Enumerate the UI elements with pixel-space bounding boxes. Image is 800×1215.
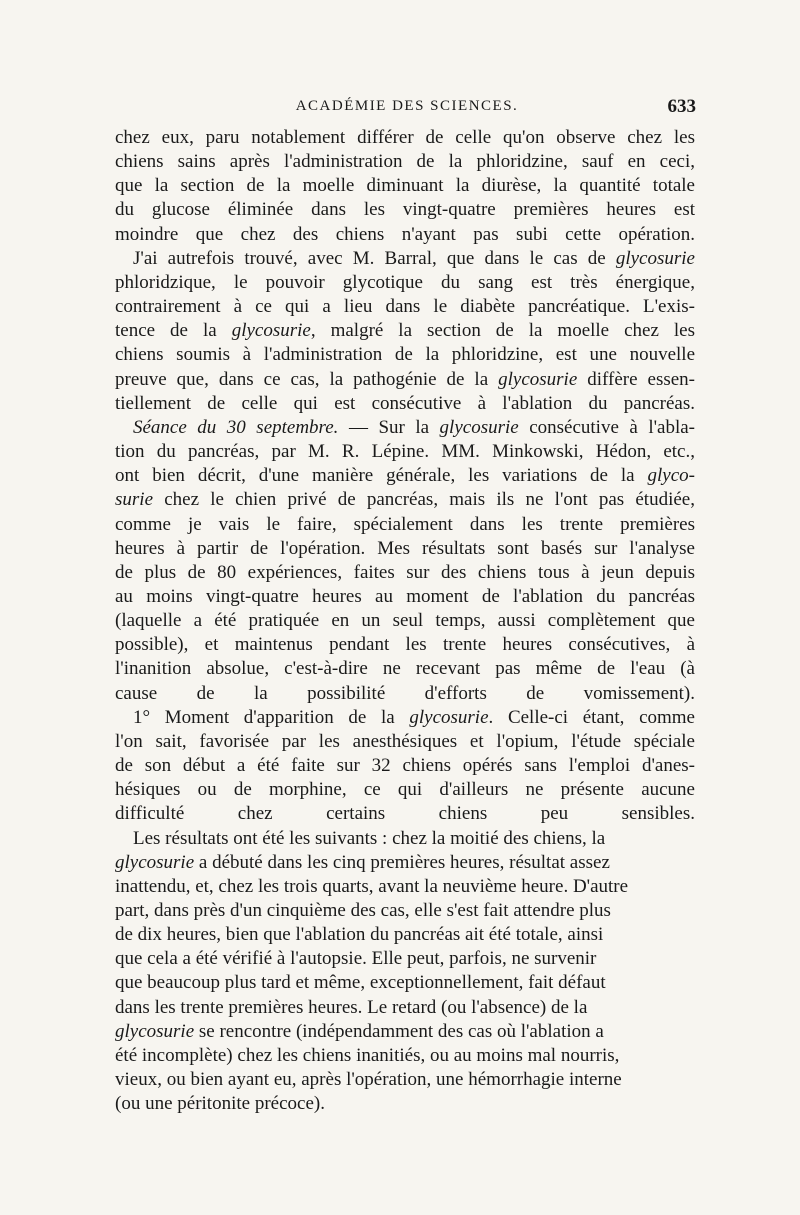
text-line: de dix heures, bien que l'ablation du pancréas ait été totale, ainsi: [115, 924, 604, 946]
text-line: chez eux, paru notablement différer de celle qu'on observe chez les: [115, 127, 695, 148]
text-line: tence de la glycosurie, malgré la section de la moelle chez les: [115, 320, 695, 342]
paragraph: [115, 416, 695, 706]
text-line: difficulté chez certains chiens peu sensibles.: [115, 803, 695, 825]
text-line: Séance du 30 septembre. — Sur la glycosurie consécutive à l'abla-: [133, 416, 695, 438]
text-line: ont bien décrit, d'une manière générale, les variations de la glyco-: [115, 465, 695, 487]
text-line: comme je vais le faire, spécialement dans les trente premières: [115, 513, 695, 535]
text-line: inattendu, et, chez les trois quarts, avant la neuvième heure. D'autre: [115, 875, 629, 897]
text-line: preuve que, dans ce cas, la pathogénie de la glycosurie diffère essen-: [115, 368, 696, 390]
page-header: [118, 96, 696, 120]
text-line: l'inanition absolue, c'est-à-dire ne recevant pas même de l'eau (à: [115, 658, 695, 680]
text-line: que beaucoup plus tard et même, exceptionnellement, fait défaut: [115, 972, 606, 994]
page-number: 633: [667, 96, 696, 117]
text-line: cause de la possibilité d'efforts de vomissement).: [115, 682, 695, 704]
text-line: Les résultats ont été les suivants : chez la moitié des chiens, la: [133, 827, 606, 849]
paragraph: [115, 247, 695, 416]
text-line: l'on sait, favorisée par les anesthésiques et l'opium, l'étude spéciale: [115, 730, 695, 752]
running-title: ACADÉMIE DES SCIENCES.: [295, 98, 519, 114]
text-line: surie chez le chien privé de pancréas, mais ils ne l'ont pas étudiée,: [115, 489, 695, 511]
text-line: part, dans près d'un cinquième des cas, elle s'est fait attendre plus: [115, 900, 611, 921]
text-line: dans les trente premières heures. Le retard (ou l'absence) de la: [115, 996, 588, 1018]
text-line: glycosurie a débuté dans les cinq premières heures, résultat assez: [115, 851, 610, 873]
text-line: tion du pancréas, par M. R. Lépine. MM. Minkowski, Hédon, etc.,: [115, 441, 695, 463]
paragraph: [115, 827, 695, 1117]
text-line: été incomplète) chez les chiens inanitiés, ou au moins mal nourris,: [115, 1044, 620, 1066]
text-line: de son début a été faite sur 32 chiens opérés sans l'emploi d'anes-: [115, 755, 695, 777]
text-line: contrairement à ce qui a lieu dans le diabète pancréatique. L'exis-: [115, 296, 695, 318]
text-line: (ou une péritonite précoce).: [115, 1093, 325, 1115]
paragraph: [115, 706, 695, 827]
text-line: que la section de la moelle diminuant la diurèse, la quantité totale: [115, 175, 695, 197]
text-line: hésiques ou de morphine, ce qui d'ailleurs ne présente aucune: [115, 779, 695, 801]
text-line: possible), et maintenus pendant les trente heures consécutives, à: [115, 634, 695, 656]
text-line: chiens sains après l'administration de la phloridzine, sauf en ceci,: [115, 151, 695, 173]
text-line: heures à partir de l'opération. Mes résultats sont basés sur l'analyse: [115, 537, 695, 559]
text-line: glycosurie se rencontre (indépendamment des cas où l'ablation a: [115, 1020, 604, 1042]
text-line: chiens soumis à l'administration de la phloridzine, est une nouvelle: [115, 344, 695, 366]
text-line: au moins vingt-quatre heures au moment de l'ablation du pancréas: [115, 585, 695, 607]
text-line: 1° Moment d'apparition de la glycosurie. Celle-ci étant, comme: [133, 706, 695, 728]
body-text: [115, 126, 695, 1116]
text-line: vieux, ou bien ayant eu, après l'opération, une hémorrhagie interne: [115, 1069, 622, 1091]
text-line: tiellement de celle qui est consécutive à l'ablation du pancréas.: [115, 392, 695, 414]
paragraph: [115, 126, 695, 247]
text-line: (laquelle a été pratiquée en un seul temps, aussi complètement que: [115, 610, 695, 632]
text-line: de plus de 80 expériences, faites sur des chiens tous à jeun depuis: [115, 561, 695, 583]
text-line: J'ai autrefois trouvé, avec M. Barral, que dans le cas de glycosurie: [133, 247, 695, 269]
text-line: du glucose éliminée dans les vingt-quatre premières heures est: [115, 199, 695, 221]
text-line: que cela a été vérifié à l'autopsie. Elle peut, parfois, ne survenir: [115, 948, 597, 970]
text-line: phloridzique, le pouvoir glycotique du sang est très énergique,: [115, 271, 695, 293]
text-line: moindre que chez des chiens n'ayant pas subi cette opération.: [115, 223, 695, 245]
